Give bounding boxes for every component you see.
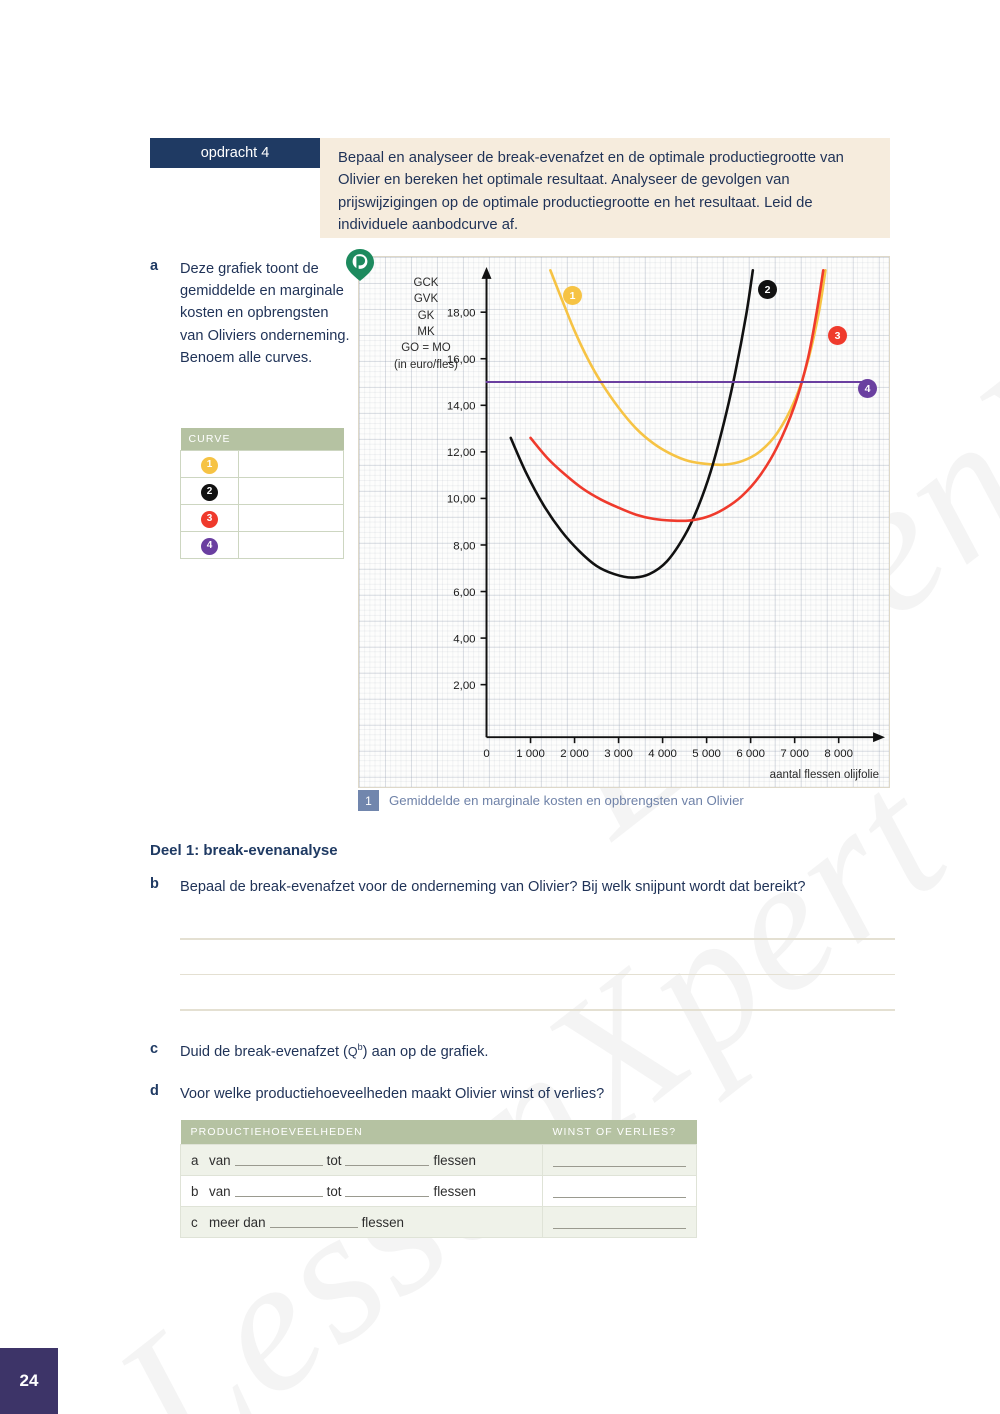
y-tick-label: 12,00: [446, 447, 476, 460]
prod-word-van: van: [209, 1152, 231, 1168]
prod-word-van: van: [209, 1183, 231, 1199]
figure-caption-text: Gemiddelde en marginale kosten en opbrengsten van Olivier: [389, 793, 744, 808]
y-tick-label: 2,00: [453, 679, 476, 692]
question-d-letter: d: [150, 1083, 159, 1099]
question-c-text: [180, 1041, 488, 1063]
curve-table-header-blank: [239, 428, 344, 451]
question-d: [150, 1083, 850, 1105]
curve-badge-1: 1: [201, 457, 218, 474]
opdracht-banner: [150, 138, 890, 238]
question-b-answer-area: [180, 938, 895, 1045]
opdracht-tag: opdracht 4: [150, 138, 320, 168]
question-a-letter: a: [150, 258, 159, 274]
prod-input-result[interactable]: [553, 1154, 686, 1167]
curve-badge-3: 3: [201, 511, 218, 528]
question-b: [150, 876, 895, 898]
y-tick-label: 6,00: [453, 586, 476, 599]
prod-input-threshold[interactable]: [270, 1216, 358, 1228]
curve-3: [531, 270, 824, 521]
question-b-letter: b: [150, 876, 159, 892]
y-tick-label: 10,00: [446, 493, 476, 506]
x-tick-label: 8 000: [824, 748, 853, 761]
question-a: [150, 258, 350, 369]
chart-series-group: [487, 270, 866, 577]
y-tick-label: 4,00: [453, 633, 476, 646]
x-tick-label: 0: [483, 748, 490, 761]
curve-table-header-curve: CURVE: [181, 428, 239, 451]
production-quantities-table: [180, 1120, 697, 1238]
y-axis-title-line: MK: [417, 325, 435, 338]
prod-row-letter: c: [191, 1214, 198, 1230]
x-axis-arrow: [873, 732, 885, 742]
curve-badge-2: 2: [201, 484, 218, 501]
opdracht-description: Bepaal en analyseer de break-evenafzet en de optimale productiegrootte van Olivier en bereken het optimale resultaat. Analyseer de gevolgen van prijswijzigingen op de optimale productiegrootte en het resultaat. Leid de individuele aanbodcurve af.: [320, 138, 890, 238]
y-tick-label: 8,00: [453, 540, 476, 553]
prod-input-from[interactable]: [235, 1185, 323, 1197]
x-tick-label: 5 000: [692, 748, 721, 761]
chart-badge-3: 3: [828, 326, 847, 345]
x-tick-label: 2 000: [560, 748, 589, 761]
curve-naming-table: [180, 428, 344, 559]
x-tick-label: 7 000: [780, 748, 809, 761]
answer-line[interactable]: [180, 1009, 895, 1011]
table-row: [181, 478, 344, 505]
prod-row-letter: b: [191, 1183, 199, 1199]
y-axis-title-line: GK: [417, 309, 435, 322]
y-axis-title: [367, 275, 485, 373]
question-a-text: Deze grafiek toont de gemiddelde en marginale kosten en opbrengsten van Oliviers onderneming. Benoem alle curves.: [180, 261, 350, 366]
prod-word-flessen: flessen: [433, 1152, 476, 1168]
x-axis-title: aantal flessen olijfolie: [769, 769, 879, 781]
y-axis-title-line: GVK: [413, 293, 439, 306]
prod-row-c-result: [543, 1207, 697, 1238]
y-axis-title-line: GCK: [413, 277, 439, 289]
prod-input-result[interactable]: [553, 1216, 686, 1229]
prod-row-a-quantities: [181, 1145, 543, 1176]
x-tick-label: 6 000: [736, 748, 765, 761]
question-b-text: Bepaal de break-evenafzet voor de onderneming van Olivier? Bij welk snijpunt wordt dat bereikt?: [180, 879, 806, 895]
curve-table-header-row: [181, 428, 344, 451]
figure-caption-number: 1: [358, 790, 379, 811]
prod-input-to[interactable]: [345, 1154, 429, 1166]
curve-badge-cell: [181, 532, 239, 559]
x-tick-label: 3 000: [604, 748, 633, 761]
curve-answer-cell[interactable]: [239, 451, 344, 478]
prod-table-header-result: WINST OF VERLIES?: [543, 1120, 697, 1145]
prod-word-tot: tot: [326, 1152, 342, 1168]
chart-badge-1: 1: [563, 286, 582, 305]
chart-badge-4: 4: [858, 379, 877, 398]
prod-row-b-quantities: [181, 1176, 543, 1207]
x-tick-label: 1 000: [516, 748, 545, 761]
curve-badge-cell: [181, 478, 239, 505]
prod-word-flessen: flessen: [361, 1214, 405, 1230]
chart-figure: [358, 256, 890, 788]
table-row: [181, 532, 344, 559]
page-number: 24: [0, 1348, 58, 1414]
prod-row-a-result: [543, 1145, 697, 1176]
y-tick-label: 16,00: [446, 354, 476, 367]
prod-row-letter: a: [191, 1152, 199, 1168]
prod-word-tot: tot: [326, 1183, 342, 1199]
table-row: [181, 1207, 697, 1238]
prod-row-c-quantities: [181, 1207, 543, 1238]
curve-badge-cell: [181, 451, 239, 478]
y-tick-label: 14,00: [446, 400, 476, 413]
chart-frame: [358, 256, 890, 788]
y-axis-title-line: (in euro/fles): [394, 358, 458, 371]
curve-badge-4: 4: [201, 538, 218, 555]
table-row: [181, 1176, 697, 1207]
answer-line[interactable]: [180, 938, 895, 940]
y-tick-label: 18,00: [446, 307, 476, 320]
answer-line[interactable]: [180, 974, 895, 976]
curve-badge-cell: [181, 505, 239, 532]
table-row: [181, 451, 344, 478]
section-heading-deel-1: Deel 1: break-evenanalyse: [150, 842, 338, 859]
chart-badge-2: 2: [758, 280, 777, 299]
prod-table-header-row: [181, 1120, 697, 1145]
question-c: [150, 1041, 850, 1063]
question-c-text-after: ) aan op de grafiek.: [362, 1044, 489, 1060]
x-tick-label: 4 000: [648, 748, 677, 761]
prod-table-header-quantities: PRODUCTIEHOEVEELHEDEN: [181, 1120, 543, 1145]
curve-answer-cell[interactable]: [239, 478, 344, 505]
question-d-text: Voor welke productiehoeveelheden maakt Olivier winst of verlies?: [180, 1086, 605, 1102]
curve-answer-cell[interactable]: [239, 505, 344, 532]
prod-input-to[interactable]: [345, 1185, 429, 1197]
y-axis-title-line: GO = MO: [401, 342, 451, 355]
prod-word-meer-dan: meer dan: [209, 1214, 266, 1230]
question-c-text-before: Duid de break-evenafzet (: [180, 1044, 348, 1060]
curve-1: [550, 270, 825, 465]
prod-row-b-result: [543, 1176, 697, 1207]
p-pin-logo-icon: [345, 248, 375, 282]
q-superscript: b: [357, 1042, 363, 1053]
watermark-text: [77, 730, 986, 1414]
q-symbol: Q: [347, 1045, 358, 1059]
prod-input-result[interactable]: [553, 1185, 686, 1198]
prod-input-from[interactable]: [235, 1154, 323, 1166]
figure-caption: [358, 790, 744, 811]
table-row: [181, 505, 344, 532]
prod-word-flessen: flessen: [433, 1183, 476, 1199]
table-row: [181, 1145, 697, 1176]
question-c-letter: c: [150, 1041, 159, 1057]
curve-answer-cell[interactable]: [239, 532, 344, 559]
